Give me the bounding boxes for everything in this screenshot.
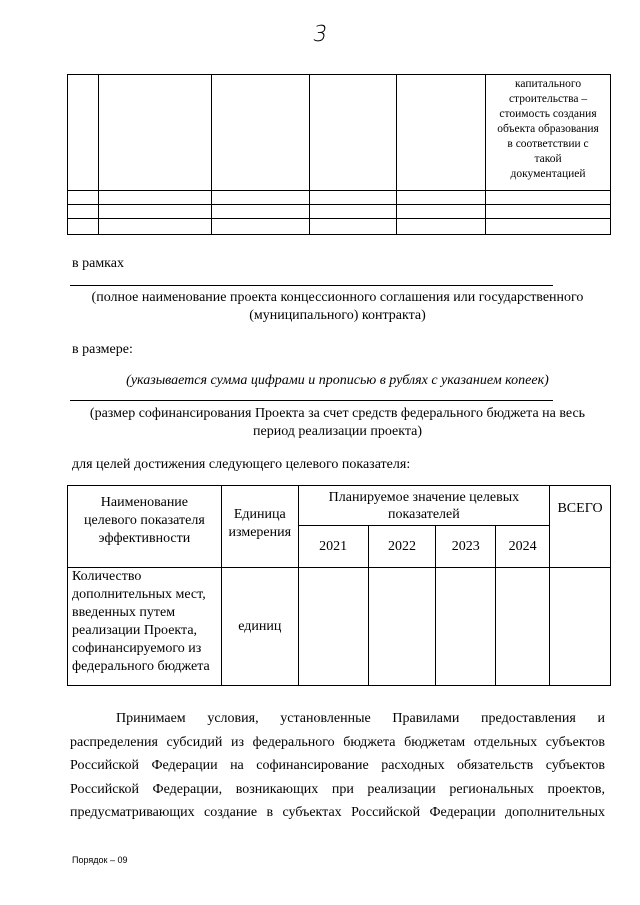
goal-table xyxy=(67,485,611,686)
indicator-name-cell: Количество дополнительных мест, введенных путем реализации Проекта, софинансируемого из федерального бюджета xyxy=(68,568,222,686)
amount-line xyxy=(70,400,553,401)
amount-hint: (указывается сумма цифрами и прописью в рублях с указанием копеек) xyxy=(126,373,549,388)
continuation-table xyxy=(67,74,611,235)
header-indicator-name: Наименование целевого показателя эффективности xyxy=(68,486,222,568)
header-year: 2021 xyxy=(298,526,368,568)
amount-label: в размере: xyxy=(72,342,133,357)
table-row xyxy=(68,219,611,235)
table-row xyxy=(68,75,611,191)
header-unit: Единица измерения xyxy=(221,486,298,568)
project-caption: (полное наименование проекта концессионного соглашения или государственного (муниципального) контракта) xyxy=(91,290,584,323)
header-planned: Планируемое значение целевых показателей xyxy=(298,486,549,526)
page-number: 3 xyxy=(310,22,330,47)
table-row xyxy=(68,568,611,686)
header-year: 2023 xyxy=(436,526,496,568)
table-row xyxy=(68,205,611,219)
table-row xyxy=(68,191,611,205)
table-header-row xyxy=(68,486,611,526)
header-year: 2022 xyxy=(368,526,436,568)
unit-cell: единиц xyxy=(221,568,298,686)
project-name-line xyxy=(70,285,553,286)
cost-note-cell: капитального строительства – стоимость создания объекта образования в соответствии с такой документацией xyxy=(486,75,611,191)
amount-caption: (размер софинансирования Проекта за счет средств федерального бюджета на весь период реализации проекта) xyxy=(89,406,586,439)
in-frame-label: в рамках xyxy=(72,256,124,271)
footer-label: Порядок – 09 xyxy=(72,855,128,865)
goal-intro: для целей достижения следующего целевого показателя: xyxy=(72,457,411,472)
header-year: 2024 xyxy=(496,526,550,568)
header-total: ВСЕГО xyxy=(550,486,611,568)
conditions-paragraph: Принимаем условия, установленные Правилами предоставления и распределения субсидий из федерального бюджета бюджетам отдельных субъектов Российской Федерации на софинансирование расходных обязательств субъектов Российской Федерации, возникающих при реализации региональных проектов, предусматривающих создание в субъектах Российской Федерации дополнительных xyxy=(70,711,605,820)
